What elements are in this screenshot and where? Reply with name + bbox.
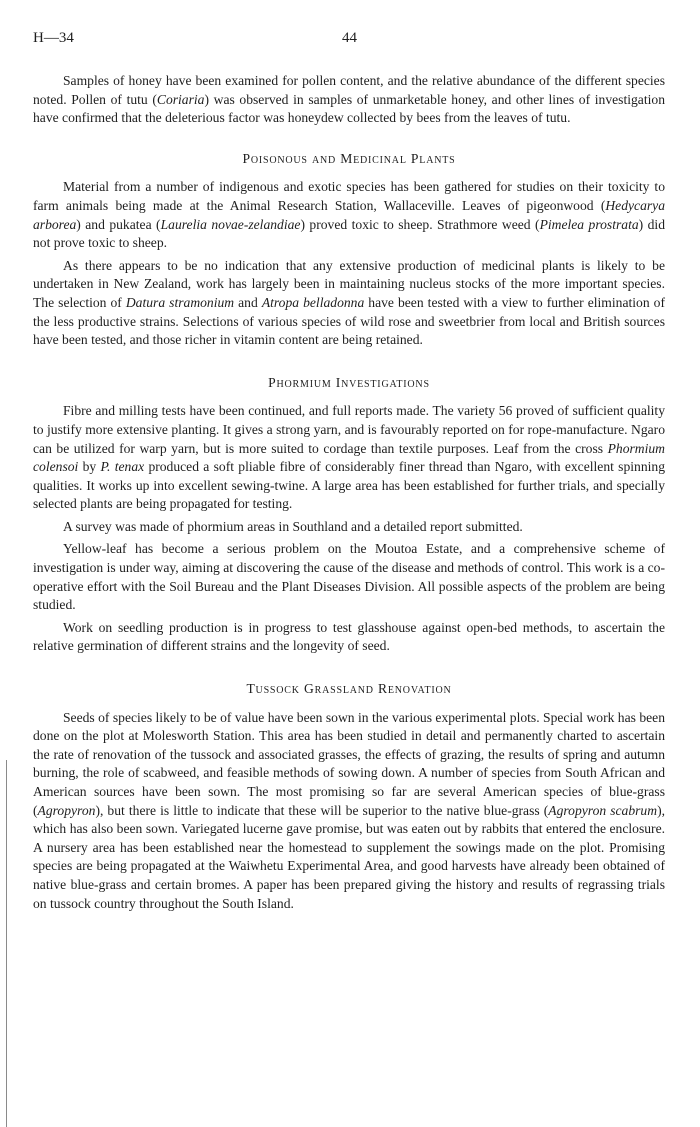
tussock-renovation-paragraph: Seeds of species likely to be of value have been sown in the various experimental plots. Special work has been done on the plot at Molesworth Station. This area has been studied in detail and permanently charted to ascertain the rate of renovation of the tussock and associated grasses, the effects of grazing, the results of spring and autumn burning, the role of scabweed, and feasible methods of sowing down. A number of species from South African and American sources have been sown. The most promising so far are several American species of blue-grass (Agropyron), but there is little to indicate that these will be superior to the native blue-grass (Agropyron scabrum), which has also been sown. Variegated lucerne gave promise, but was eaten out by rabbits that entered the enclosure. A nursery area has been established near the homestead to supplement the sowings made on the plot. Promising species are being propagated at the Waiwhetu Experimental Area, and good harvests have already been obtained of native blue-grass and certain bromes. A paper has been prepared giving the history and results of regrassing trials on tussock country throughout the South Island. [33,709,665,911]
left-margin-rule [6,760,7,1127]
phormium-survey-paragraph: A survey was made of phormium areas in Southland and a detailed report submitted. [63,518,523,534]
toxicity-studies-paragraph: Material from a number of indigenous and exotic species has been gathered for studies on their toxicity to farm animals being made at the Animal Research Station, Wallaceville. Leaves of pigeonwood (Hedycarya arborea) and pukatea (Laurelia novae-zelandiae) proved toxic to sheep. Strathmore weed (Pimelea prostrata) did not prove toxic to sheep. [33,179,665,251]
page-header [33,30,669,50]
section-heading-phormium-investigations: Phormium Investigations [268,374,430,390]
medicinal-plants-paragraph: As there appears to be no indication that any extensive production of medicinal plants is likely to be undertaken in New Zealand, work has largely been in maintaining nucleus stocks of the more important species. The selection of Datura stramonium and Atropa belladonna have been tested with a view to further elimination of the less productive strains. Selections of various species of wild rose and sweetbrier from local and British sources have been tested, and those richer in vitamin content are being retained. [33,257,665,348]
report-code: H—34 [33,30,74,46]
yellow-leaf-paragraph: Yellow-leaf has become a serious problem on the Moutoa Estate, and a comprehensive scheme of investigation is under way, aiming at discovering the cause of the disease and methods of control. This work is a co-operative effort with the Soil Bureau and the Plant Diseases Division. All possible aspects of the problem are being studied. [33,541,665,613]
seedling-production-paragraph: Work on seedling production is in progress to test glasshouse against open-bed methods, to ascertain the relative germination of different strains and the longevity of seed. [33,619,665,654]
section-heading-poisonous-medicinal-plants: Poisonous and Medicinal Plants [242,150,456,166]
section-heading-tussock-grassland-renovation: Tussock Grassland Renovation [246,681,452,697]
page-number: 44 [342,30,357,46]
fibre-milling-paragraph: Fibre and milling tests have been continued, and full reports made. The variety 56 proved of sufficient quality to justify more extensive planting. It gives a strong yarn, and is favourably reported on for rope-manufacture. Ngaro can be utilized for warp yarn, but is more suited to cordage than textile purposes. Leaf from the cross Phormium colensoi by P. tenax produced a soft pliable fibre of considerably finer thread than Ngaro, with excellent spinning qualities. It works up into excellent sewing-twine. A large area has been established for further trials, and specially selected plants are being propagated for testing. [33,403,665,512]
honey-pollen-paragraph: Samples of honey have been examined for pollen content, and the relative abundance of the different species noted. Pollen of tutu (Coriaria) was observed in samples of unmarketable honey, and other lines of investigation have confirmed that the deleterious factor was honeydew collected by bees from the leaves of tutu. [33,73,665,126]
page-body [33,72,665,917]
